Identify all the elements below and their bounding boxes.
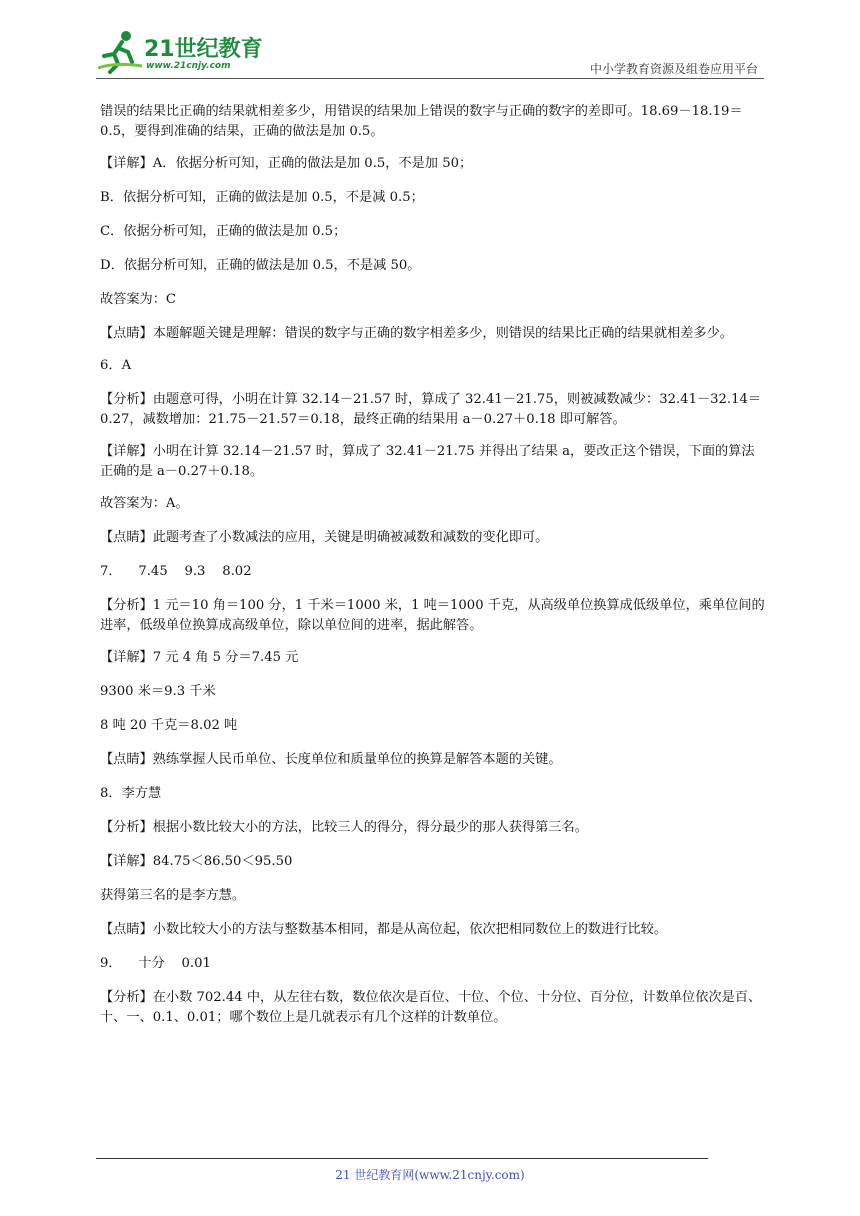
paragraph: 【详解】7 元 4 角 5 分＝7.45 元 xyxy=(100,650,299,665)
paragraph: C．依据分析可知，正确的做法是加 0.5； xyxy=(100,224,347,239)
paragraph: 【分析】在小数 702.44 中，从左往右数，数位依次是百位、十位、个位、十分位、百分位，计数单位依次是百、十、一、0.1、0.01；哪个数位上是几就表示有几个这样的计数单位。 xyxy=(100,990,762,1025)
site-logo xyxy=(96,28,266,78)
paragraph: 【详解】84.75＜86.50＜95.50 xyxy=(100,854,293,869)
runner-logo-icon xyxy=(96,28,146,74)
paragraph: 【分析】根据小数比较大小的方法，比较三人的得分，得分最少的那人获得第三名。 xyxy=(100,820,588,835)
paragraph: 9300 米＝9.3 千米 xyxy=(100,684,216,699)
logo-text: 21世纪教育 xyxy=(144,37,263,62)
paragraph: 【分析】由题意可得，小明在计算 32.14－21.57 时，算成了 32.41－21.75，则被减数减少：32.41－32.14＝0.27，减数增加：21.75－21.57＝0.18，最终正确的结果用 a－0.27＋0.18 即可解答。 xyxy=(100,392,762,427)
paragraph: 【分析】1 元＝10 角＝100 分，1 千米＝1000 米，1 吨＝1000 千克，从高级单位换算成低级单位，乘单位间的进率，低级单位换算成高级单位，除以单位间的进率，据此解答。 xyxy=(100,598,765,633)
question-answer: 6．A xyxy=(100,358,132,373)
question-answer: 7． 7.45 9.3 8.02 xyxy=(100,564,252,579)
paragraph: 获得第三名的是李方慧。 xyxy=(100,888,246,903)
paragraph: 故答案为：A。 xyxy=(100,496,189,511)
footer-divider xyxy=(96,1158,708,1159)
paragraph: 错误的结果比正确的结果就相差多少，用错误的结果加上错误的数字与正确的数字的差即可。18.69－18.19＝0.5，要得到准确的结果，正确的做法是加 0.5。 xyxy=(100,104,743,139)
document-body xyxy=(100,102,765,1040)
page-footer: 21 世纪教育网(www.21cnjy.com) xyxy=(335,1168,525,1182)
paragraph: 【点睛】本题解题关键是理解：错误的数字与正确的数字相差多少，则错误的结果比正确的结果就相差多少。 xyxy=(100,326,733,341)
paragraph: 【点睛】熟练掌握人民币单位、长度单位和质量单位的换算是解答本题的关键。 xyxy=(100,752,562,767)
header-platform-text: 中小学教育资源及组卷应用平台 xyxy=(589,62,758,76)
paragraph: D．依据分析可知，正确的做法是加 0.5，不是减 50。 xyxy=(100,258,421,273)
question-answer: 9． 十分 0.01 xyxy=(100,956,211,971)
paragraph: 【点睛】此题考查了小数减法的应用，关键是明确被减数和减数的变化即可。 xyxy=(100,530,549,545)
paragraph: 【详解】A．依据分析可知，正确的做法是加 0.5，不是加 50； xyxy=(100,156,473,171)
paragraph: 故答案为：C xyxy=(100,292,177,307)
logo-url: www.21cnjy.com xyxy=(146,61,231,71)
page-header xyxy=(96,28,764,78)
paragraph: B．依据分析可知，正确的做法是加 0.5，不是减 0.5； xyxy=(100,190,424,205)
paragraph: 8 吨 20 千克＝8.02 吨 xyxy=(100,718,238,733)
header-divider xyxy=(96,78,764,79)
paragraph: 【详解】小明在计算 32.14－21.57 时，算成了 32.41－21.75 并得出了结果 a，要改正这个错误，下面的算法正确的是 a－0.27＋0.18。 xyxy=(100,444,755,479)
paragraph: 【点睛】小数比较大小的方法与整数基本相同，都是从高位起，依次把相同数位上的数进行比较。 xyxy=(100,922,668,937)
question-answer: 8．李方慧 xyxy=(100,786,162,801)
